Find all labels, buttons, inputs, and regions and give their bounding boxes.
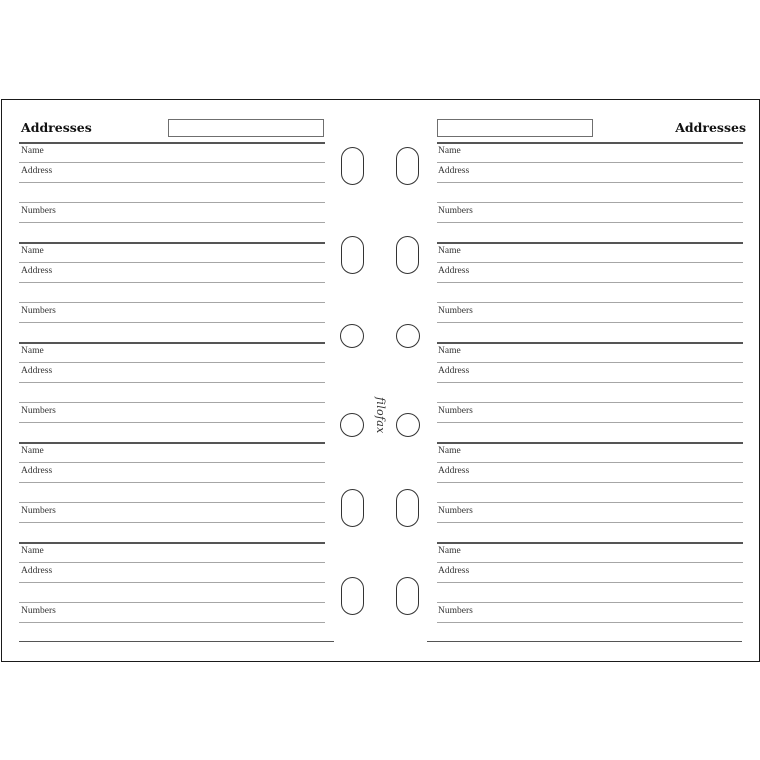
entry-divider bbox=[19, 342, 325, 344]
address-line[interactable] bbox=[437, 302, 743, 303]
right-page bbox=[427, 100, 748, 661]
address-line[interactable] bbox=[437, 202, 743, 203]
address-line[interactable] bbox=[437, 482, 743, 483]
address-label: Address bbox=[21, 166, 53, 176]
address-line[interactable] bbox=[437, 282, 743, 283]
name-line[interactable] bbox=[19, 562, 325, 563]
numbers-label: Numbers bbox=[21, 306, 56, 316]
left-page bbox=[19, 100, 340, 661]
address-label: Address bbox=[21, 266, 53, 276]
entry-divider bbox=[19, 442, 325, 444]
address-line[interactable] bbox=[19, 582, 325, 583]
left-header-input-box[interactable] bbox=[168, 119, 324, 137]
name-label: Name bbox=[21, 446, 44, 456]
address-line[interactable] bbox=[437, 182, 743, 183]
binder-hole-round bbox=[340, 413, 364, 437]
binder-hole-oval bbox=[396, 236, 419, 274]
numbers-label: Numbers bbox=[438, 606, 473, 616]
address-line[interactable] bbox=[19, 302, 325, 303]
binder-hole-oval bbox=[396, 577, 419, 615]
numbers-line[interactable] bbox=[19, 622, 325, 623]
address-label: Address bbox=[438, 466, 470, 476]
binder-hole-oval bbox=[341, 489, 364, 527]
address-line[interactable] bbox=[437, 602, 743, 603]
name-line[interactable] bbox=[19, 462, 325, 463]
left-page-title: Addresses bbox=[21, 120, 92, 135]
numbers-line[interactable] bbox=[437, 422, 743, 423]
name-label: Name bbox=[21, 346, 44, 356]
entry-divider bbox=[19, 242, 325, 244]
name-label: Name bbox=[21, 546, 44, 556]
numbers-label: Numbers bbox=[21, 606, 56, 616]
name-label: Name bbox=[438, 546, 461, 556]
numbers-label: Numbers bbox=[438, 306, 473, 316]
entry-divider bbox=[437, 142, 743, 144]
binder-hole-oval bbox=[341, 577, 364, 615]
left-bottom-rule bbox=[19, 641, 334, 642]
name-line[interactable] bbox=[437, 362, 743, 363]
address-line[interactable] bbox=[437, 502, 743, 503]
numbers-line[interactable] bbox=[437, 222, 743, 223]
binder-hole-round bbox=[396, 413, 420, 437]
name-label: Name bbox=[21, 146, 44, 156]
numbers-label: Numbers bbox=[21, 506, 56, 516]
name-label: Name bbox=[438, 446, 461, 456]
numbers-label: Numbers bbox=[438, 206, 473, 216]
name-label: Name bbox=[438, 146, 461, 156]
name-label: Name bbox=[438, 246, 461, 256]
address-label: Address bbox=[21, 466, 53, 476]
name-line[interactable] bbox=[19, 262, 325, 263]
binder-hole-oval bbox=[341, 147, 364, 185]
name-line[interactable] bbox=[437, 562, 743, 563]
address-line[interactable] bbox=[437, 382, 743, 383]
numbers-line[interactable] bbox=[437, 322, 743, 323]
address-label: Address bbox=[438, 566, 470, 576]
address-label: Address bbox=[438, 166, 470, 176]
numbers-line[interactable] bbox=[437, 622, 743, 623]
address-label: Address bbox=[21, 366, 53, 376]
name-line[interactable] bbox=[437, 262, 743, 263]
address-line[interactable] bbox=[19, 402, 325, 403]
address-label: Address bbox=[21, 566, 53, 576]
right-page-title: Addresses bbox=[675, 120, 746, 135]
entry-divider bbox=[437, 542, 743, 544]
address-line[interactable] bbox=[19, 602, 325, 603]
name-label: Name bbox=[438, 346, 461, 356]
name-line[interactable] bbox=[19, 362, 325, 363]
numbers-line[interactable] bbox=[19, 522, 325, 523]
address-line[interactable] bbox=[19, 282, 325, 283]
name-line[interactable] bbox=[437, 162, 743, 163]
address-sheet bbox=[1, 99, 760, 662]
right-header-input-box[interactable] bbox=[437, 119, 593, 137]
brand-logo-text: filofax bbox=[374, 397, 387, 434]
name-label: Name bbox=[21, 246, 44, 256]
address-line[interactable] bbox=[19, 502, 325, 503]
right-bottom-rule bbox=[427, 641, 742, 642]
binder-hole-round bbox=[396, 324, 420, 348]
address-line[interactable] bbox=[19, 202, 325, 203]
binder-hole-round bbox=[340, 324, 364, 348]
entry-divider bbox=[437, 442, 743, 444]
address-label: Address bbox=[438, 366, 470, 376]
address-line[interactable] bbox=[19, 382, 325, 383]
numbers-label: Numbers bbox=[21, 206, 56, 216]
entry-divider bbox=[437, 342, 743, 344]
binder-hole-oval bbox=[396, 489, 419, 527]
binder-hole-oval bbox=[341, 236, 364, 274]
numbers-line[interactable] bbox=[19, 322, 325, 323]
entry-divider bbox=[19, 142, 325, 144]
name-line[interactable] bbox=[19, 162, 325, 163]
address-line[interactable] bbox=[19, 482, 325, 483]
address-line[interactable] bbox=[437, 582, 743, 583]
binder-hole-oval bbox=[396, 147, 419, 185]
entry-divider bbox=[19, 542, 325, 544]
numbers-line[interactable] bbox=[19, 222, 325, 223]
name-line[interactable] bbox=[437, 462, 743, 463]
address-line[interactable] bbox=[437, 402, 743, 403]
address-label: Address bbox=[438, 266, 470, 276]
numbers-label: Numbers bbox=[438, 506, 473, 516]
numbers-line[interactable] bbox=[19, 422, 325, 423]
address-line[interactable] bbox=[19, 182, 325, 183]
entry-divider bbox=[437, 242, 743, 244]
numbers-label: Numbers bbox=[21, 406, 56, 416]
numbers-label: Numbers bbox=[438, 406, 473, 416]
numbers-line[interactable] bbox=[437, 522, 743, 523]
